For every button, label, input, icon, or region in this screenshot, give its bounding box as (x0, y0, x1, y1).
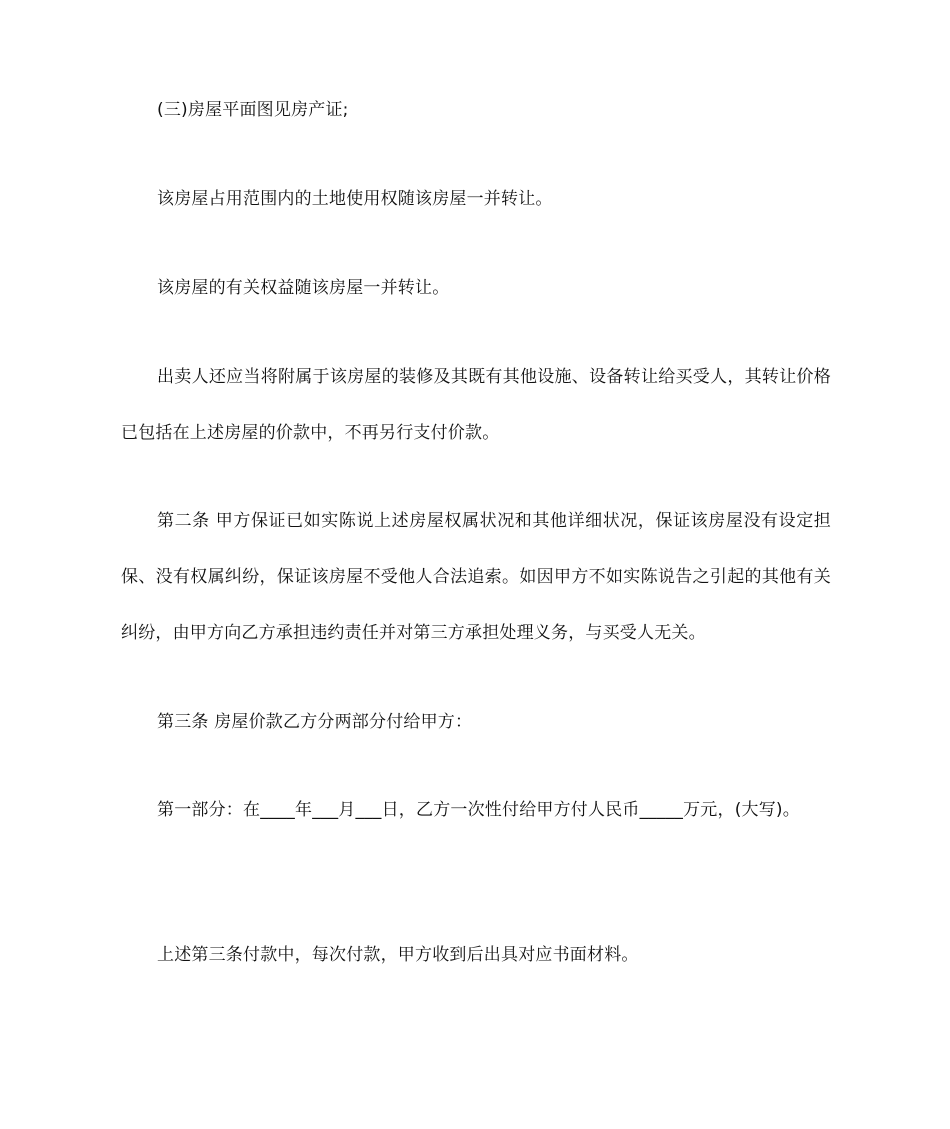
paragraph-land-use-right: 该房屋占用范围内的土地使用权随该房屋一并转让。 (157, 189, 553, 209)
paragraph-article-two: 第二条 甲方保证已如实陈说上述房屋权属状况和其他详细状况，保证该房屋没有设定担保、没有权属纠纷，保证该房屋不受他人合法追索。如因甲方不如实陈说告之引起的其他有关纠纷，由甲方向乙方承担违约责任并对第三方承担处理义务，与买受人无关。 (121, 511, 831, 643)
paragraph-article-three: 第三条 房屋价款乙方分两部分付给甲方： (157, 712, 473, 732)
paragraph-related-rights: 该房屋的有关权益随该房屋一并转让。 (157, 278, 450, 298)
paragraph-payment-receipt: 上述第三条付款中，每次付款，甲方收到后出具对应书面材料。 (157, 945, 639, 965)
paragraph-floor-plan: (三)房屋平面图见房产证; (157, 100, 349, 120)
paragraph-fixtures-transfer: 出卖人还应当将附属于该房屋的装修及其既有其他设施、设备转让给买受人，其转让价格已包括在上述房屋的价款中，不再另行支付价款。 (121, 367, 831, 443)
paragraph-first-payment: 第一部分：在____年___月___日，乙方一次性付给甲方付人民币_____万元，(大写)。 (157, 800, 800, 820)
